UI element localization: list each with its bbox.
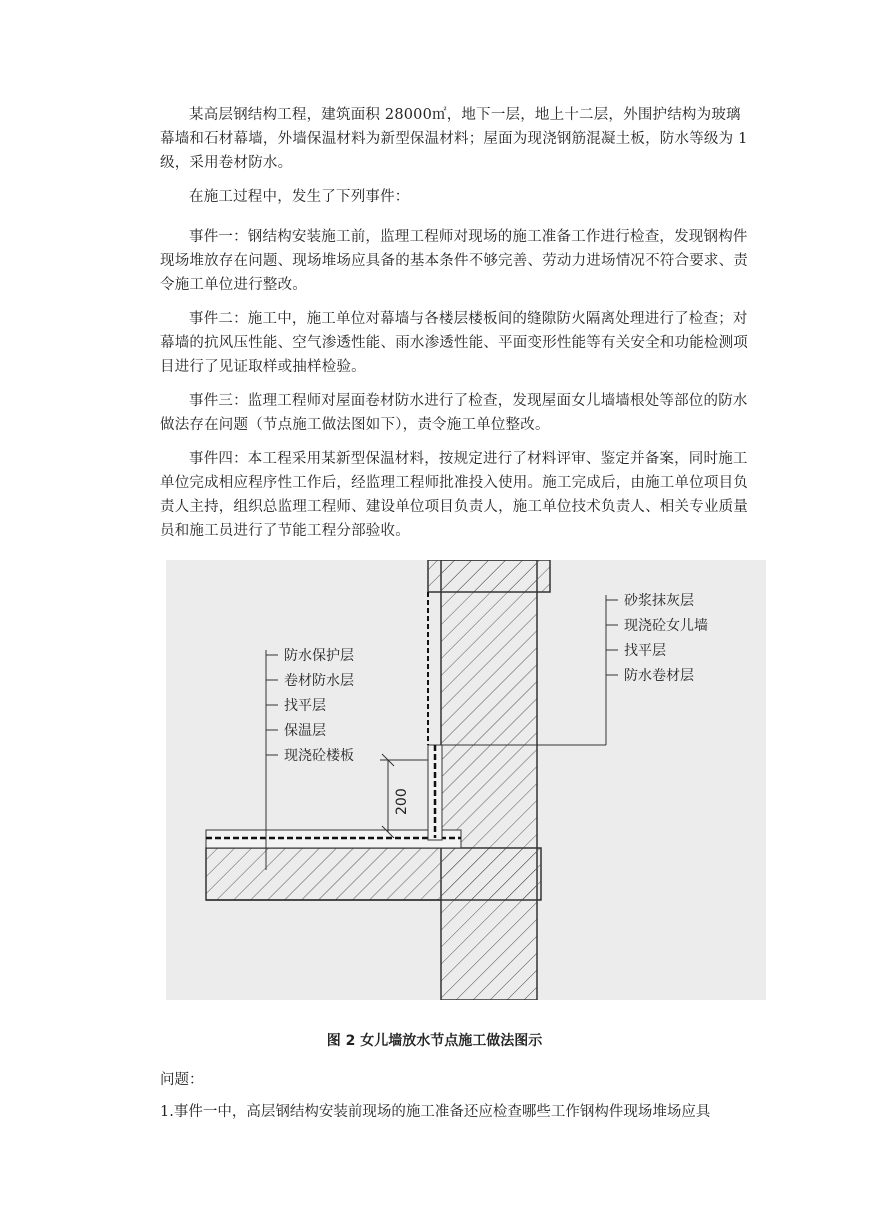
paragraph-event-1: 事件一：钢结构安装施工前，监理工程师对现场的施工准备工作进行检查，发现钢构件现场堆放存在问题、现场堆场应具备的基本条件不够完善、劳动力进场情况不符合要求、责令施工单位进行整改。 [160, 229, 748, 293]
right-label-parapet: 现浇砼女儿墙 [624, 618, 708, 634]
question-1: 1.事件一中，高层钢结构安装前现场的施工准备还应检查哪些工作钢构件现场堆场应具 [160, 1104, 711, 1120]
parapet-waterproof-node-figure [166, 560, 766, 1000]
node-drawing [166, 560, 766, 1000]
left-label-floor-slab: 现浇砼楼板 [284, 748, 354, 764]
paragraph-event-3: 事件三：监理工程师对屋面卷材防水进行了检查，发现屋面女儿墙墙根处等部位的防水做法存在问题（节点施工做法图如下），责令施工单位整改。 [160, 393, 748, 433]
right-label-membrane-layer: 防水卷材层 [624, 668, 694, 684]
paragraph-intro: 某高层钢结构工程，建筑面积 28000㎡，地下一层，地上十二层，外围护结构为玻璃幕墙和石材幕墙，外墙保温材料为新型保温材料；屋面为现浇钢筋混凝土板，防水等级为 1 级，采用卷材防水。 [160, 107, 748, 171]
paragraph-events-heading: 在施工过程中，发生了下列事件： [189, 189, 410, 205]
paragraph-event-2: 事件二：施工中，施工单位对幕墙与各楼层楼板间的缝隙防火隔离处理进行了检查；对幕墙的抗风压性能、空气渗透性能、雨水渗透性能、平面变形性能等有关安全和功能检测项目进行了见证取样或抽样检验。 [160, 311, 748, 375]
left-label-insulation-layer: 保温层 [284, 723, 326, 739]
parapet-wall [441, 560, 537, 1000]
slab-wall-joint [442, 849, 536, 899]
left-label-membrane-layer: 卷材防水层 [284, 673, 354, 689]
left-label-protection-layer: 防水保护层 [284, 648, 354, 664]
left-label-leveling-layer: 找平层 [284, 698, 326, 714]
questions-heading: 问题： [160, 1072, 204, 1088]
right-label-plaster-layer: 砂浆抹灰层 [624, 593, 694, 609]
parapet-cap [428, 560, 550, 592]
paragraph-event-4: 事件四：本工程采用某新型保温材料，按规定进行了材料评审、鉴定并备案，同时施工单位完成相应程序性工作后，经监理工程师批准投入使用。施工完成后，由施工单位项目负责人主持，组织总监理工程师、建设单位项目负责人，施工单位技术负责人、相关专业质量员和施工员进行了节能工程分部验收。 [160, 451, 748, 539]
right-label-leveling-layer: 找平层 [624, 643, 666, 659]
dimension-label: 200 [394, 788, 410, 815]
figure-caption: 图 2 女儿墙放水节点施工做法图示 [326, 1033, 543, 1049]
